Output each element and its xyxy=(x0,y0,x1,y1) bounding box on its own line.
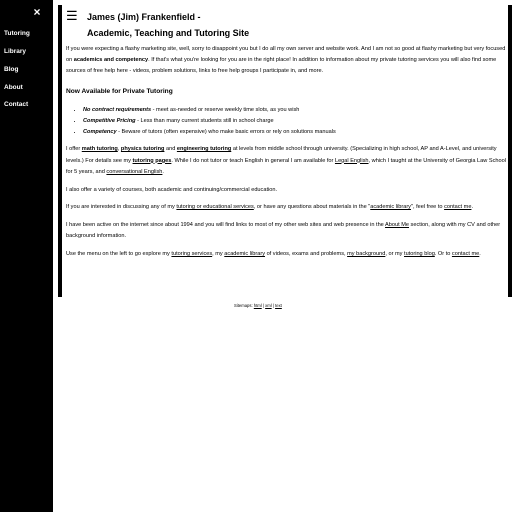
academic-library-link[interactable]: academic library xyxy=(224,250,266,257)
interest-text: . xyxy=(471,204,474,211)
menu-use-text: , or my xyxy=(385,250,405,257)
courses-paragraph: I also offer a variety of courses, both academic and continuing/commercial education. xyxy=(66,186,278,193)
internet-paragraph xyxy=(66,220,506,242)
legal-english-link[interactable]: Legal English xyxy=(334,157,369,164)
internet-text: section, along with my CV and other background information. xyxy=(66,221,501,240)
offer-text: at levels from middle school through university. (Specializing in high school, AP and A-Level, and university levels.) For details see my xyxy=(66,146,497,164)
content-right-border xyxy=(508,5,512,297)
sidebar-item-blog[interactable]: Blog xyxy=(4,66,19,73)
page-title-line2: Academic, Teaching and Tutoring Site xyxy=(87,28,250,38)
intro-text: If you were expecting a flashy marketing site, well, sorry to disappoint you but I do all my own server and website work. And I am not so good at flashy marketing but very focused on xyxy=(66,46,506,64)
contact-me-link[interactable]: contact me xyxy=(451,250,480,257)
my-background-link[interactable]: my background xyxy=(347,250,386,257)
physics-tutoring-link[interactable]: physics tutoring xyxy=(120,146,165,153)
menu-use-paragraph xyxy=(66,249,506,260)
offer-text: I offer xyxy=(66,146,82,153)
list-item-emphasis: No contract requirements xyxy=(83,106,152,113)
list-item-text: - Less than many current students still in school charge xyxy=(135,118,274,125)
sidebar-item-contact[interactable]: Contact xyxy=(4,101,29,108)
interest-text: If you are interested in discussing any of my xyxy=(66,204,177,211)
intro-text: . If that's what you're looking for you are in the right place! In addition to information about my private tutoring services you will also find some sources of free help here - videos, problem solutions, links to free help groups I participate in, and more. xyxy=(66,57,497,75)
menu-use-text: , my xyxy=(212,250,225,257)
engineering-tutoring-link[interactable]: engineering tutoring xyxy=(176,146,232,153)
tutoring-pages-link[interactable]: tutoring pages xyxy=(132,157,172,164)
list-item-emphasis: Competitive Pricing xyxy=(83,118,136,125)
intro-paragraph xyxy=(66,44,506,78)
interest-paragraph xyxy=(66,202,506,213)
offer-paragraph xyxy=(66,144,506,178)
feature-list xyxy=(66,105,506,139)
sitemap-text-link[interactable]: text xyxy=(275,303,282,308)
offer-text: , which I taught at the University of Georgia Law School for 5 years, and xyxy=(66,157,506,175)
list-item-text: - meet as-needed or reserve weekly time slots, as you wish xyxy=(151,106,300,113)
sidebar-item-library[interactable]: Library xyxy=(4,48,27,55)
page-title-line1: James (Jim) Frankenfield - xyxy=(87,12,201,22)
list-item-text: - Beware of tutors (often expensive) who make basic errors or rely on solutions manuals xyxy=(116,129,336,136)
section-heading: Now Available for Private Tutoring xyxy=(66,87,173,95)
offer-text: , xyxy=(117,146,121,153)
menu-use-text: . Or to xyxy=(434,250,452,257)
close-icon[interactable]: × xyxy=(33,5,41,19)
menu-use-text: of videos, exams and problems, xyxy=(265,250,348,257)
offer-text: . xyxy=(162,168,164,175)
sitemap-separator: | xyxy=(261,303,266,308)
tutoring-services-link[interactable]: tutoring services xyxy=(171,250,213,257)
list-item-emphasis: Competency xyxy=(83,129,117,136)
hamburger-menu-icon[interactable]: ☰ xyxy=(66,8,78,23)
list-item xyxy=(83,105,506,116)
sitemap-xml-link[interactable]: xml xyxy=(265,303,272,308)
sidebar-item-about[interactable]: About xyxy=(4,84,23,91)
interest-text: , or have any questions about materials in the " xyxy=(253,204,371,211)
contact-me-link[interactable]: contact me xyxy=(444,204,472,211)
sidebar-item-tutoring[interactable]: Tutoring xyxy=(4,30,30,37)
about-me-link[interactable]: About Me xyxy=(385,221,409,228)
offer-text: . While I do not tutor or teach English in general I am available for xyxy=(171,157,335,164)
sitemap-html-link[interactable]: html xyxy=(253,303,262,308)
academic-library-link[interactable]: academic library xyxy=(370,204,411,211)
menu-use-text: Use the menu on the left to go explore my xyxy=(66,250,172,257)
sitemap-footer xyxy=(234,303,282,308)
sitemap-separator: | xyxy=(271,303,276,308)
list-item xyxy=(83,127,506,138)
math-tutoring-link[interactable]: math tutoring xyxy=(81,146,118,153)
sidebar xyxy=(0,0,53,512)
offer-text: and xyxy=(164,146,177,153)
menu-use-text: . xyxy=(479,250,481,257)
list-item xyxy=(83,116,506,127)
internet-text: I have been active on the internet since about 1994 and you will find links to most of my other web sites and web presence in the xyxy=(66,221,386,228)
main-content xyxy=(66,44,506,267)
intro-emphasis: academics and competency xyxy=(73,57,149,64)
tutoring-blog-link[interactable]: tutoring blog xyxy=(404,250,435,257)
educational-services-link[interactable]: tutoring or educational services xyxy=(176,204,254,211)
conversational-english-link[interactable]: conversational English xyxy=(106,168,163,175)
interest-text: ", feel free to xyxy=(410,204,445,211)
sitemap-label: Sitemaps: xyxy=(234,303,254,308)
content-left-border xyxy=(58,5,62,297)
